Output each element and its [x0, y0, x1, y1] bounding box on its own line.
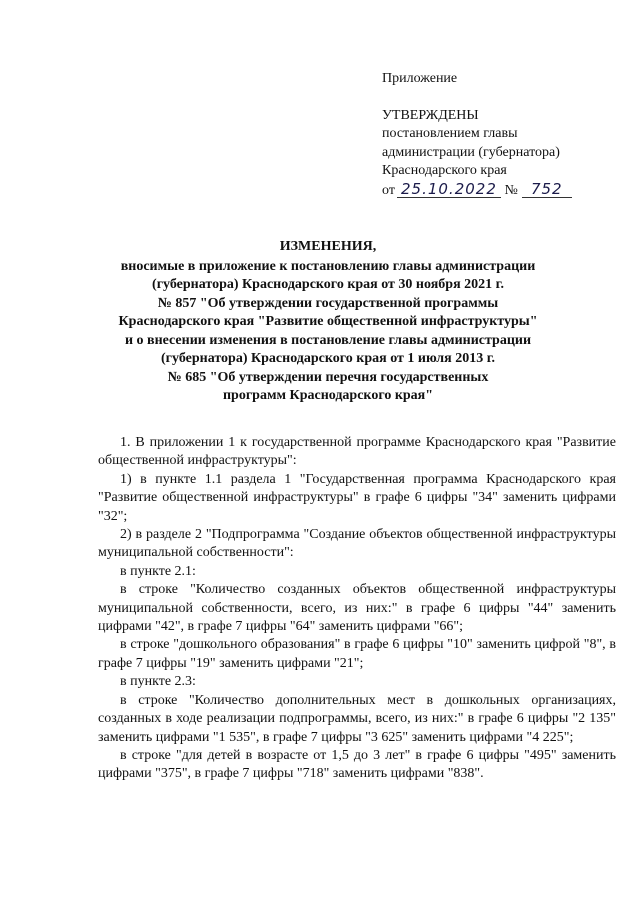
approved-label: УТВЕРЖДЕНЫ — [382, 107, 479, 123]
approval-line-3: Краснодарского края — [382, 163, 507, 179]
title-line: и о внесении изменения в постановление главы администрации — [124, 332, 532, 348]
approval-line-2: администрации (губернатора) — [382, 144, 560, 160]
body-paragraph: в строке "Количество созданных объектов общественной инфраструктуры муниципальной собственности, всего, из них:" в графе 6 цифры "44" заменить цифрами "42", в графе 7 цифры "64" заменить цифрами "66"; — [98, 582, 616, 635]
body-paragraph: в пункте 2.1: — [120, 563, 196, 579]
approval-date-line — [382, 181, 622, 201]
title-line: вносимые в приложение к постановлению главы администрации — [120, 258, 536, 274]
document-title — [108, 238, 548, 406]
body-paragraph: 2) в разделе 2 "Подпрограмма "Создание объектов общественной инфраструктуры муниципальной собственности": — [98, 527, 616, 561]
title-line: программ Краснодарского края" — [222, 388, 434, 403]
appendix-label: Приложение — [382, 71, 458, 86]
title-line: № 685 "Об утверждении перечня государственных — [167, 369, 489, 385]
date-prefix: от — [382, 182, 395, 198]
body-paragraph: в строке "Количество дополнительных мест в дошкольных организациях, созданных в ходе реализации подпрограммы, всего, из них:" в графе 6 цифры "2 135" заменить цифрами "1 535", в графе 7 цифры "3 625" заменить цифрами "4 225"; — [98, 692, 616, 745]
body-paragraph: 1. В приложении 1 к государственной программе Краснодарского края "Развитие общественной инфраструктуры": — [98, 435, 616, 469]
title-heading: ИЗМЕНЕНИЯ, — [279, 239, 377, 254]
document-body — [98, 434, 616, 784]
approval-block — [382, 70, 622, 201]
approval-line-1: постановлением главы — [382, 126, 518, 142]
body-paragraph: в пункте 2.3: — [120, 674, 196, 690]
title-line: (губернатора) Краснодарского края от 30 ноября 2021 г. — [152, 277, 504, 292]
title-line: № 857 "Об утверждении государственной программы — [157, 295, 499, 311]
handwritten-date: 25.10.2022 — [397, 181, 501, 198]
title-line: Краснодарского края "Развитие общественной инфраструктуры" — [118, 314, 538, 329]
number-prefix: № — [504, 182, 518, 198]
body-paragraph: 1) в пункте 1.1 раздела 1 "Государственная программа Краснодарского края "Развитие общественной инфраструктуры" в графе 6 цифры "34" заменить цифрами "32"; — [98, 471, 616, 524]
handwritten-number: 752 — [522, 181, 572, 198]
title-line: (губернатора) Краснодарского края от 1 июля 2013 г. — [160, 351, 496, 366]
body-paragraph: в строке "для детей в возрасте от 1,5 до 3 лет" в графе 6 цифры "495" заменить цифрами "375", в графе 7 цифры "718" заменить цифрами "838". — [98, 747, 616, 782]
body-paragraph: в строке "дошкольного образования" в графе 6 цифры "10" заменить цифрой "8", в графе 7 цифры "19" заменить цифрами "21"; — [98, 637, 616, 671]
